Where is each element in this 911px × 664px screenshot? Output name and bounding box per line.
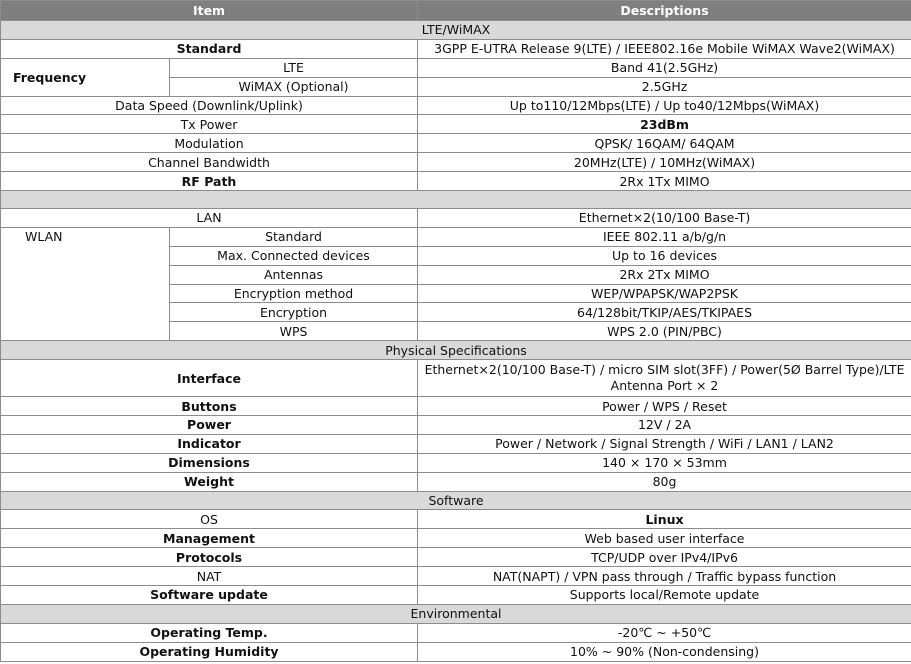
- row-sublabel: Antennas: [170, 265, 418, 284]
- row-sublabel: Standard: [170, 227, 418, 246]
- row-value: WPS 2.0 (PIN/PBC): [418, 322, 911, 341]
- row-value: -20℃ ~ +50℃: [418, 623, 911, 642]
- row-label: NAT: [1, 567, 418, 586]
- table-row: [1, 153, 911, 172]
- row-value: 12V / 2A: [418, 416, 911, 435]
- row-value: Power / Network / Signal Strength / WiFi / LAN1 / LAN2: [418, 434, 911, 453]
- section-software: [1, 491, 911, 510]
- row-sublabel: WiMAX (Optional): [170, 77, 418, 96]
- table-row: [1, 416, 911, 435]
- row-value: Ethernet×2(10/100 Base-T) / micro SIM slot(3FF) / Power(5Ø Barrel Type)/LTE Antenna Port × 2: [418, 360, 911, 397]
- row-value: Ethernet×2(10/100 Base-T): [418, 209, 911, 228]
- row-label: Tx Power: [1, 115, 418, 134]
- table-row: [1, 115, 911, 134]
- row-sublabel: Encryption method: [170, 284, 418, 303]
- table-row: [1, 39, 911, 58]
- table-row: [1, 472, 911, 491]
- row-value: NAT(NAPT) / VPN pass through / Traffic bypass function: [418, 567, 911, 586]
- row-label: Interface: [1, 360, 418, 397]
- table-row: [1, 209, 911, 228]
- row-label: Protocols: [1, 548, 418, 567]
- row-label: Indicator: [1, 434, 418, 453]
- table-row: [1, 397, 911, 416]
- row-value: 2Rx 1Tx MIMO: [418, 172, 911, 191]
- table-row: [1, 623, 911, 642]
- row-value: Linux: [418, 510, 911, 529]
- row-value: 2Rx 2Tx MIMO: [418, 265, 911, 284]
- row-value: 2.5GHz: [418, 77, 911, 96]
- table-row: [1, 227, 911, 246]
- table-row: [1, 453, 911, 472]
- row-label: Channel Bandwidth: [1, 153, 418, 172]
- row-value: Up to 16 devices: [418, 246, 911, 265]
- table-row: [1, 548, 911, 567]
- row-value: IEEE 802.11 a/b/g/n: [418, 227, 911, 246]
- row-label: Management: [1, 529, 418, 548]
- row-label: Dimensions: [1, 453, 418, 472]
- row-sublabel: Max. Connected devices: [170, 246, 418, 265]
- table-row: [1, 96, 911, 115]
- table-row: [1, 642, 911, 661]
- row-value: 10% ~ 90% (Non-condensing): [418, 642, 911, 661]
- section-title: Environmental: [1, 604, 911, 623]
- table-row: [1, 58, 911, 77]
- row-value: 3GPP E-UTRA Release 9(LTE) / IEEE802.16e Mobile WiMAX Wave2(WiMAX): [418, 39, 911, 58]
- row-label: Weight: [1, 472, 418, 491]
- section-title: Physical Specifications: [1, 341, 911, 360]
- header-item: Item: [1, 1, 418, 21]
- row-label: Modulation: [1, 134, 418, 153]
- row-value: Up to110/12Mbps(LTE) / Up to40/12Mbps(WiMAX): [418, 96, 911, 115]
- row-label: LAN: [1, 209, 418, 228]
- section-title: Software: [1, 491, 911, 510]
- row-value: QPSK/ 16QAM/ 64QAM: [418, 134, 911, 153]
- row-value: 23dBm: [418, 115, 911, 134]
- table-row: [1, 510, 911, 529]
- table-row: [1, 586, 911, 605]
- divider-cell: [1, 191, 911, 209]
- table-row: [1, 134, 911, 153]
- row-label: Standard: [1, 39, 418, 58]
- row-value: 20MHz(LTE) / 10MHz(WiMAX): [418, 153, 911, 172]
- row-sublabel: WPS: [170, 322, 418, 341]
- row-value: Band 41(2.5GHz): [418, 58, 911, 77]
- row-value: TCP/UDP over IPv4/IPv6: [418, 548, 911, 567]
- row-value: WEP/WPAPSK/WAP2PSK: [418, 284, 911, 303]
- row-value: Supports local/Remote update: [418, 586, 911, 605]
- table-row: [1, 172, 911, 191]
- section-physical: [1, 341, 911, 360]
- row-label: Data Speed (Downlink/Uplink): [1, 96, 418, 115]
- section-divider: [1, 191, 911, 209]
- row-label: Operating Humidity: [1, 642, 418, 661]
- section-environmental: [1, 604, 911, 623]
- row-label: Power: [1, 416, 418, 435]
- row-value: Web based user interface: [418, 529, 911, 548]
- section-lte-wimax: [1, 21, 911, 40]
- row-label: OS: [1, 510, 418, 529]
- table-row: [1, 529, 911, 548]
- row-value: 140 × 170 × 53mm: [418, 453, 911, 472]
- row-sublabel: LTE: [170, 58, 418, 77]
- frequency-label: Frequency: [1, 58, 170, 96]
- row-sublabel: Encryption: [170, 303, 418, 322]
- row-value: 80g: [418, 472, 911, 491]
- table-row: [1, 360, 911, 397]
- section-title: LTE/WiMAX: [1, 21, 911, 40]
- table-header: [1, 1, 911, 21]
- wlan-label: WLAN: [1, 227, 170, 340]
- row-label: Operating Temp.: [1, 623, 418, 642]
- row-label: Software update: [1, 586, 418, 605]
- table-row: [1, 567, 911, 586]
- row-value: 64/128bit/TKIP/AES/TKIPAES: [418, 303, 911, 322]
- row-value: Power / WPS / Reset: [418, 397, 911, 416]
- row-label: RF Path: [1, 172, 418, 191]
- row-label: Buttons: [1, 397, 418, 416]
- header-descriptions: Descriptions: [418, 1, 911, 21]
- table-row: [1, 434, 911, 453]
